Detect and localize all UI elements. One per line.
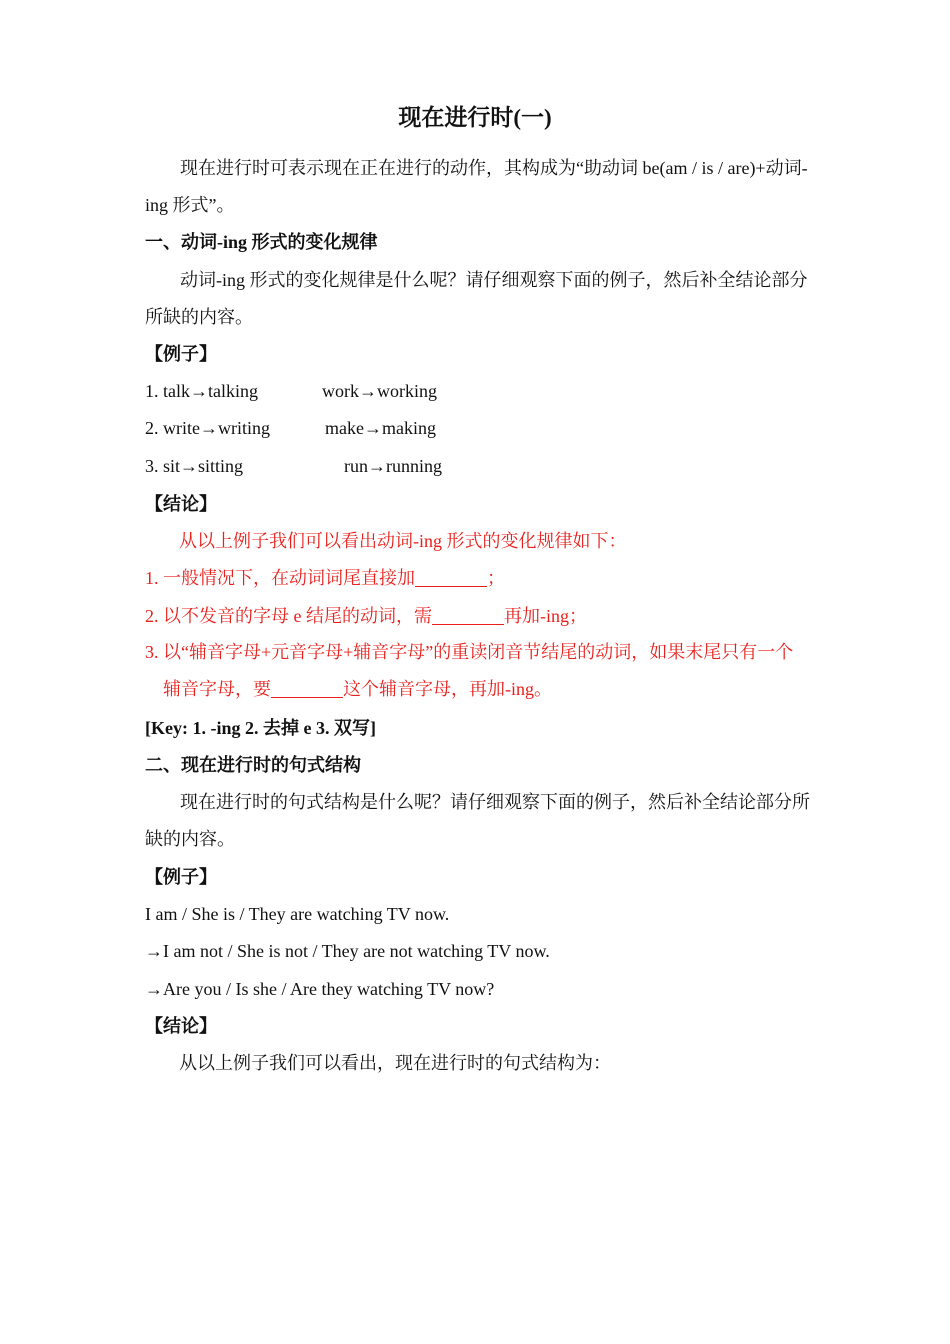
section1-heading: 一、动词-ing 形式的变化规律 [145, 232, 378, 252]
section2-examples-label: 【例子】 [145, 867, 217, 887]
page-title: 现在进行时(一) [398, 105, 552, 130]
rule-3-text: 3. 以“辅音字母+元音字母+辅音字母”的重读闭音节结尾的动词，如果末尾只有一个辅音字母，要 [145, 642, 794, 700]
section1-question: 动词-ing 形式的变化规律是什么呢？请仔细观察下面的例子，然后补全结论部分所缺的内容。 [145, 270, 808, 328]
rule-3 [145, 634, 810, 709]
sentence-example: →I am not / She is not / They are not watching TV now. [145, 941, 550, 961]
section1-examples-label: 【例子】 [145, 344, 217, 364]
example-right: make→making [325, 418, 436, 438]
rule-1-end: ； [487, 568, 505, 588]
example-left: 1. talk→talking [145, 381, 258, 401]
fill-blank-3[interactable] [271, 679, 343, 698]
sentence-example: →Are you / Is she / Are they watching TV now? [145, 979, 495, 999]
rule-1-text: 1. 一般情况下，在动词词尾直接加 [145, 568, 415, 588]
section2-heading: 二、现在进行时的句式结构 [145, 755, 361, 775]
example-left: 2. write→writing [145, 418, 270, 438]
section2-conclusion-label: 【结论】 [145, 1016, 217, 1036]
example-row [145, 454, 545, 478]
rule-1 [145, 566, 505, 590]
section2-question: 现在进行时的句式结构是什么呢？请仔细观察下面的例子，然后补全结论部分所缺的内容。 [145, 792, 810, 850]
section1-conclusion-intro: 从以上例子我们可以看出动词-ing 形式的变化规律如下： [179, 531, 627, 551]
fill-blank-2[interactable] [432, 606, 504, 625]
section2-conclusion-intro: 从以上例子我们可以看出，现在进行时的句式结构为： [179, 1053, 611, 1073]
example-left: 3. sit→sitting [145, 456, 244, 476]
rule-2-end: 再加-ing； [504, 606, 587, 626]
rule-2-text: 2. 以不发音的字母 e 结尾的动词，需 [145, 606, 432, 626]
example-right: run→running [344, 456, 442, 476]
example-row [145, 379, 545, 403]
rule-2 [145, 604, 587, 628]
example-right: work→working [322, 381, 437, 401]
example-row [145, 416, 545, 440]
intro-paragraph: 现在进行时可表示现在正在进行的动作，其构成为“助动词 be(am / is / are)+动词-ing 形式”。 [145, 158, 808, 216]
rule-3-end: 这个辅音字母，再加-ing。 [343, 679, 552, 700]
answer-key: [Key: 1. -ing 2. 去掉 e 3. 双写] [145, 718, 376, 738]
fill-blank-1[interactable] [415, 568, 487, 587]
sentence-example: I am / She is / They are watching TV now. [145, 904, 450, 924]
section1-conclusion-label: 【结论】 [145, 494, 217, 514]
